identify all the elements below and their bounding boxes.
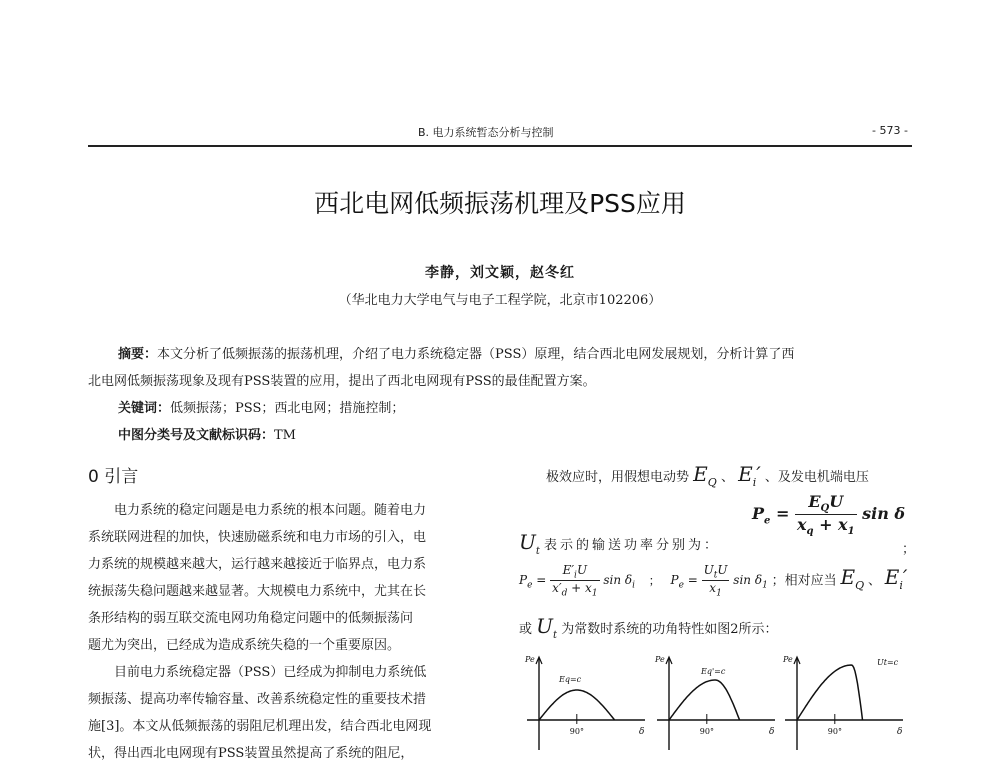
symbol-ei-prime: $E_i'$	[738, 462, 761, 489]
formula-pe-eprime: $P_e$ = $\frac{E'_iU}{x'_d + x_1}$ $\sin \delta_i$	[519, 563, 636, 599]
right-line-4	[519, 614, 777, 641]
symbol-ei-prime: $E_i'$	[884, 565, 908, 593]
text-segment: ；相对应当	[771, 573, 837, 589]
right-line-3	[519, 563, 907, 599]
x-axis-label: δ	[769, 727, 775, 737]
formula-pe-eq: $P_e$ = $\frac{E_QU}{x_q + x_1}$ sin δ	[752, 492, 906, 538]
authors: 李静，刘文颖，赵冬红	[425, 265, 575, 281]
symbol-eq: $E_Q$	[840, 565, 865, 593]
keywords-text: 低频振荡；PSS；西北电网；措施控制；	[170, 401, 405, 416]
formula-pe-ut: $P_e$ = $\frac{U_tU}{x_1}$ $\sin \delta_1$	[670, 563, 768, 599]
paper-title: 西北电网低频振荡机理及PSS应用	[314, 189, 686, 218]
abstract-label: 摘要：	[118, 347, 158, 362]
text-line: 条形结构的弱互联交流电网功角稳定问题中的低频振荡问	[88, 611, 414, 626]
text-segment: 、及发电机端电压	[764, 470, 869, 485]
tick-label: 90°	[699, 727, 714, 736]
tick-label: 90°	[569, 727, 584, 736]
text-line: 系统联网进程的加快，快速励磁系统和电力市场的引入，电	[88, 530, 427, 545]
curve-label: Ut=c	[877, 658, 899, 667]
semicolon-1: ；	[902, 542, 916, 557]
text-line: 状，得出西北电网现有PSS装置虽然提高了系统的阻尼，	[88, 746, 414, 761]
text-line: 频振荡、提高功率传输容量、改善系统稳定性的重要技术措	[88, 692, 427, 707]
curve-label: Eq'=c	[701, 667, 726, 676]
clc	[118, 424, 296, 448]
separator: 、	[867, 573, 881, 589]
left-column	[88, 497, 482, 767]
text-line: 力系统的规模越来越大，运行越来越接近于临界点，电力系	[88, 557, 427, 572]
abstract-line-2: 北电网低频振荡现象及现有PSS装置的应用，提出了西北电网现有PSS的最佳配置方案。	[88, 374, 596, 389]
header-rule	[88, 145, 912, 147]
clc-label: 中图分类号及文献标识码：	[118, 428, 275, 443]
running-header: B. 电力系统暂态分析与控制	[418, 126, 554, 139]
x-axis-label: δ	[897, 727, 903, 737]
right-line-1	[546, 462, 869, 489]
text-segment: 或	[519, 622, 533, 637]
power-angle-curve	[797, 665, 863, 720]
section-heading: 0 引言	[88, 467, 139, 487]
text-segment: 为常数时系统的功角特性如图2所示：	[561, 622, 778, 637]
text-line: 目前电力系统稳定器（PSS）已经成为抑制电力系统低	[114, 665, 427, 680]
clc-text: TM	[274, 428, 296, 443]
symbol-ut: $U_t$	[519, 530, 540, 557]
power-angle-curve	[669, 680, 740, 720]
intro-paragraph-2	[88, 659, 482, 767]
symbol-ut: $U_t$	[536, 614, 558, 641]
tick-label: 90°	[827, 727, 842, 736]
x-axis-label: δ	[639, 727, 645, 737]
affiliation: （华北电力大学电气与电子工程学院，北京市102206）	[338, 293, 662, 308]
curve-label: Eq=c	[559, 675, 582, 684]
page-number: - 573 -	[872, 124, 908, 137]
keywords	[118, 397, 404, 421]
text-line: 施[3]。本文从低频振荡的弱阻尼机理出发，结合西北电网现	[88, 719, 432, 734]
text-line: 统振荡失稳问题越来越显著。大规模电力系统中，尤其在长	[88, 584, 427, 599]
semicolon-2: ；	[648, 573, 661, 588]
text-line: 题尤为突出，已经成为造成系统失稳的一个重要原因。	[88, 638, 401, 653]
separator: 、	[720, 470, 734, 485]
intro-paragraph-1	[88, 497, 482, 659]
abstract-line-1	[118, 343, 918, 367]
text-line: 电力系统的稳定问题是电力系统的根本问题。随着电力	[114, 503, 427, 518]
power-angle-figure	[519, 648, 919, 760]
right-line-2	[519, 530, 720, 557]
abstract-text-1: 本文分析了低频振荡的振荡机理，介绍了电力系统稳定器（PSS）原理，结合西北电网发展规划，分析计算了西	[157, 347, 795, 362]
y-axis-label: Pe	[783, 655, 793, 664]
keywords-label: 关键词：	[118, 401, 171, 416]
symbol-eq: $E_Q$	[693, 462, 717, 489]
y-axis-label: Pe	[525, 655, 535, 664]
text-segment: 表示的输送功率分别为：	[544, 538, 721, 553]
text-segment: 极效应时，用假想电动势	[546, 470, 690, 485]
y-axis-label: Pe	[655, 655, 665, 664]
